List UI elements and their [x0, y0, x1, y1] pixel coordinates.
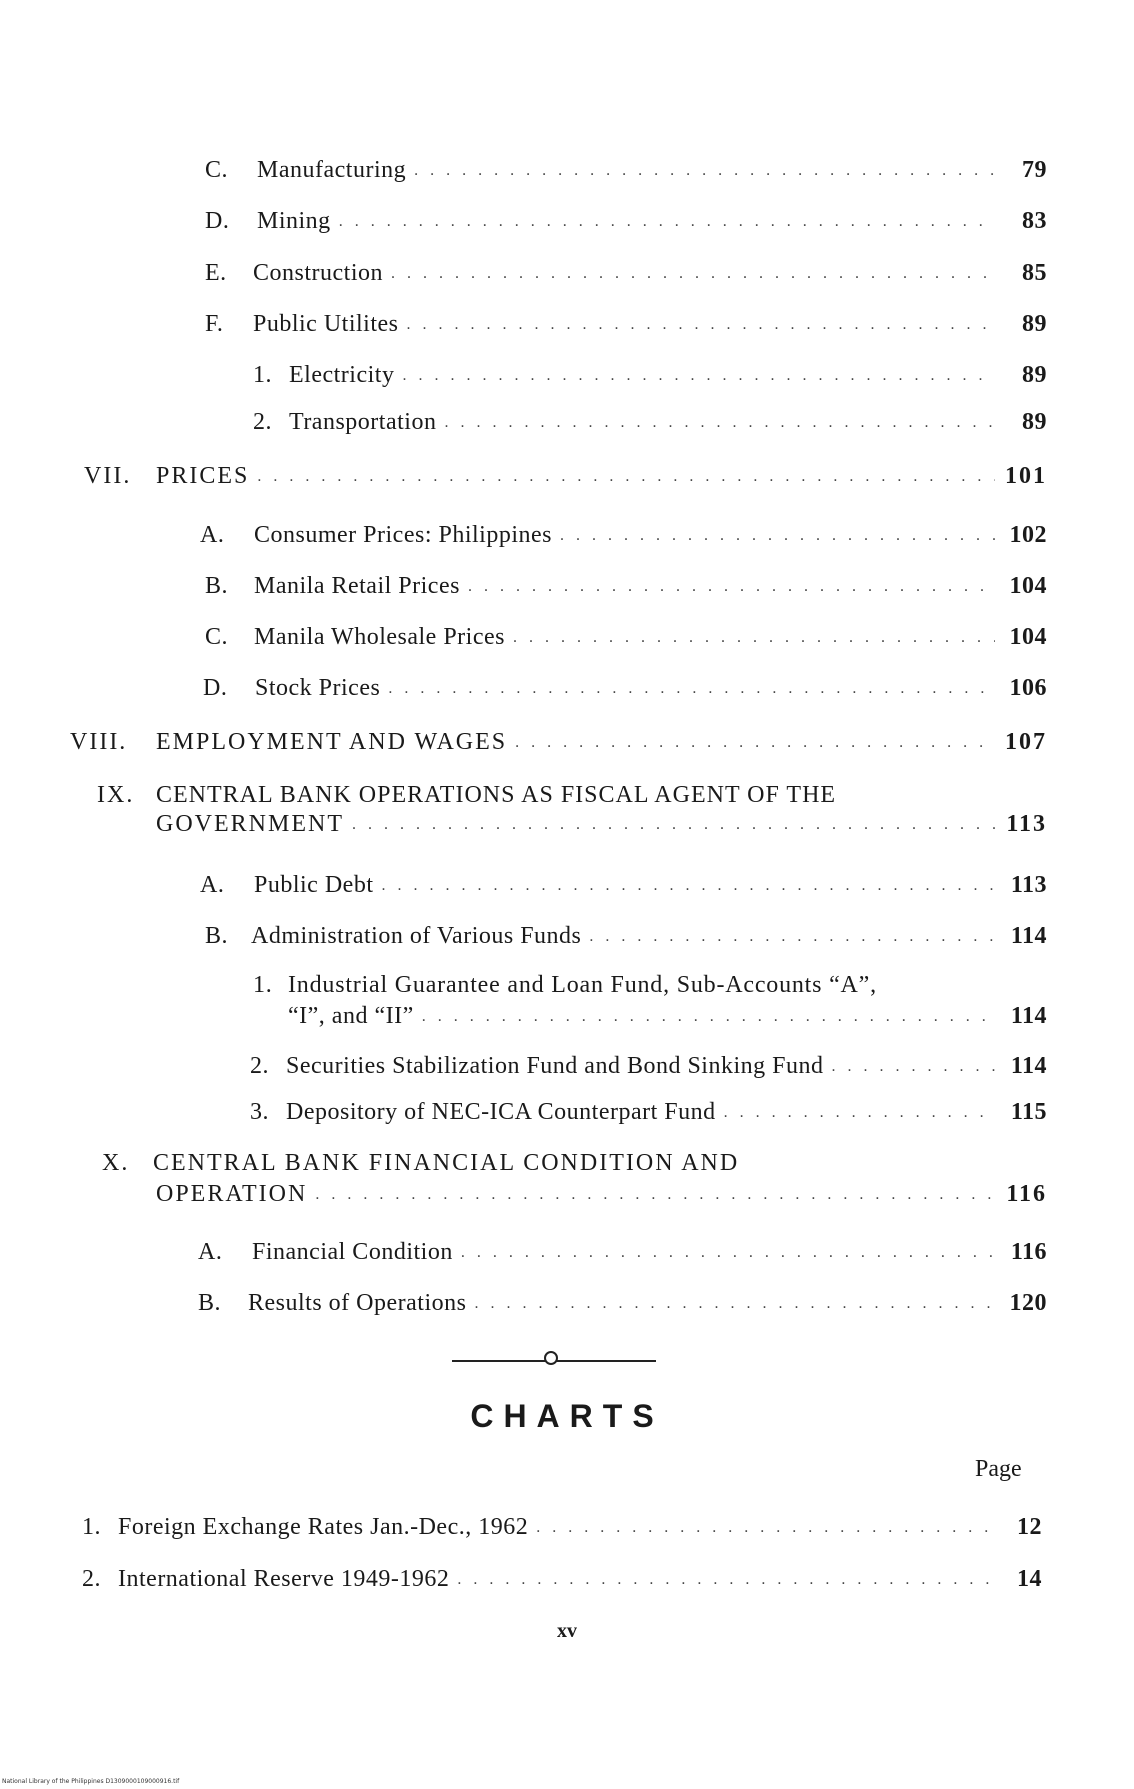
- toc-entry-page: 106: [1009, 675, 1047, 701]
- toc-entry-label: Public Utilites: [253, 311, 399, 337]
- toc-entry-stock-prices: [203, 668, 1047, 702]
- toc-entry-number: C.: [205, 624, 229, 650]
- toc-entry-number: VIII.: [70, 729, 128, 755]
- chart-item-label: Foreign Exchange Rates Jan.-Dec., 1962: [118, 1514, 529, 1540]
- toc-entry-page: 116: [1010, 1239, 1047, 1265]
- toc-entry-label: PRICES: [156, 463, 250, 489]
- leader-dots: [391, 264, 995, 284]
- divider-ornament: [544, 1351, 558, 1365]
- toc-entry-page: 104: [1009, 624, 1047, 650]
- toc-entry-page: 107: [1005, 729, 1047, 755]
- leader-dots: [560, 526, 995, 546]
- toc-entry-page: 116: [1006, 1181, 1047, 1207]
- leader-dots: [457, 1570, 990, 1590]
- toc-entry-results-of-operations: [198, 1283, 1047, 1317]
- leader-dots: [589, 927, 995, 947]
- toc-entry-label: Transportation: [289, 409, 437, 435]
- leader-dots: [422, 1007, 995, 1027]
- leader-dots: [382, 876, 996, 896]
- toc-section-employment: [70, 722, 1047, 756]
- toc-entry-number: A.: [200, 872, 225, 898]
- leader-dots: [388, 679, 995, 699]
- toc-entry-industrial-guarantee: [288, 996, 1047, 1030]
- toc-entry-label-line1: CENTRAL BANK FINANCIAL CONDITION AND: [153, 1150, 740, 1176]
- toc-entry-page: 101: [1005, 463, 1047, 489]
- toc-entry-page: 89: [1022, 362, 1047, 388]
- toc-entry-number: 2.: [253, 409, 272, 435]
- toc-entry-label: OPERATION: [156, 1181, 308, 1207]
- toc-entry-number: 2.: [250, 1053, 269, 1079]
- toc-entry-label: Administration of Various Funds: [251, 923, 582, 949]
- leader-dots: [414, 161, 995, 181]
- toc-entry-page: 89: [1022, 311, 1047, 337]
- toc-entry-page: 89: [1022, 409, 1047, 435]
- chart-item-page: 12: [1017, 1514, 1042, 1540]
- toc-entry-label: Securities Stabilization Fund and Bond Sinking Fund: [286, 1053, 824, 1079]
- leader-dots: [461, 1243, 995, 1263]
- toc-entry-page: 114: [1010, 1003, 1047, 1029]
- toc-entry-label: Public Debt: [254, 872, 374, 898]
- leader-dots: [474, 1294, 995, 1314]
- toc-entry-label: Consumer Prices: Philippines: [254, 522, 552, 548]
- toc-entry-page: 79: [1022, 157, 1047, 183]
- toc-entry-label: Stock Prices: [255, 675, 381, 701]
- leader-dots: [444, 413, 995, 433]
- leader-dots: [832, 1057, 996, 1077]
- toc-entry-number: 1.: [253, 972, 273, 998]
- charts-heading: CHARTS: [470, 1398, 664, 1434]
- toc-entry-construction: [205, 253, 1047, 287]
- leader-dots: [315, 1185, 995, 1205]
- page-number: xv: [557, 1620, 577, 1642]
- chart-item-number: 1.: [82, 1514, 101, 1540]
- toc-entry-public-utilities: [205, 304, 1047, 338]
- chart-list-item: [82, 1559, 1042, 1593]
- toc-entry-label: Depository of NEC-ICA Counterpart Fund: [286, 1099, 716, 1125]
- toc-entry-label: Manila Wholesale Prices: [254, 624, 505, 650]
- toc-entry-number: C.: [205, 157, 229, 183]
- toc-entry-number: F.: [205, 311, 224, 337]
- toc-entry-page: 120: [1009, 1290, 1047, 1316]
- toc-section-prices: [84, 456, 1047, 490]
- toc-entry-number: A.: [200, 522, 225, 548]
- toc-entry-page: 104: [1009, 573, 1047, 599]
- toc-entry-label: Electricity: [289, 362, 395, 388]
- toc-entry-number: VII.: [84, 463, 132, 489]
- toc-entry-label-line1: CENTRAL BANK OPERATIONS AS FISCAL AGENT OF THE: [156, 782, 837, 808]
- chart-item-number: 2.: [82, 1566, 101, 1592]
- toc-entry-page: 113: [1010, 872, 1047, 898]
- toc-section-financial-condition: [156, 1174, 1047, 1208]
- toc-entry-number: B.: [205, 573, 229, 599]
- leader-dots: [515, 733, 995, 753]
- toc-entry-label: Construction: [253, 260, 383, 286]
- toc-entry-mining: [205, 201, 1047, 235]
- toc-entry-transportation: [253, 402, 1047, 436]
- toc-entry-manila-wholesale-prices: [205, 617, 1047, 651]
- leader-dots: [407, 315, 996, 335]
- leader-dots: [724, 1103, 995, 1123]
- toc-entry-page: 83: [1022, 208, 1047, 234]
- toc-entry-number: A.: [198, 1239, 223, 1265]
- chart-list-item: [82, 1507, 1042, 1541]
- toc-entry-page: 113: [1006, 811, 1047, 837]
- toc-entry-number: B.: [205, 923, 229, 949]
- toc-entry-page: 85: [1022, 260, 1047, 286]
- toc-entry-number: IX.: [97, 782, 135, 808]
- leader-dots: [257, 467, 995, 487]
- toc-entry-page: 114: [1010, 1053, 1047, 1079]
- toc-entry-depository-nec-ica: [250, 1092, 1047, 1126]
- leader-dots: [468, 577, 995, 597]
- toc-entry-label: Manufacturing: [257, 157, 407, 183]
- toc-entry-number: 1.: [253, 362, 272, 388]
- leader-dots: [402, 366, 995, 386]
- toc-entry-label: EMPLOYMENT AND WAGES: [156, 729, 508, 755]
- leader-dots: [339, 212, 995, 232]
- toc-entry-public-debt: [200, 865, 1047, 899]
- toc-entry-page: 114: [1010, 923, 1047, 949]
- toc-entry-page: 102: [1009, 522, 1047, 548]
- toc-entry-number: 3.: [250, 1099, 269, 1125]
- toc-entry-number: D.: [205, 208, 230, 234]
- toc-entry-consumer-prices: [200, 515, 1047, 549]
- toc-entry-label-line1: Industrial Guarantee and Loan Fund, Sub-Accounts “A”,: [288, 972, 877, 998]
- toc-entry-number: D.: [203, 675, 228, 701]
- toc-entry-manila-retail-prices: [205, 566, 1047, 600]
- toc-entry-label: Financial Condition: [252, 1239, 453, 1265]
- toc-entry-administration-funds: [205, 916, 1047, 950]
- toc-entry-label: Mining: [257, 208, 331, 234]
- toc-section-fiscal-agent: [156, 804, 1047, 838]
- leader-dots: [352, 815, 995, 835]
- leader-dots: [536, 1518, 990, 1538]
- toc-entry-number: B.: [198, 1290, 222, 1316]
- toc-entry-label: Manila Retail Prices: [254, 573, 460, 599]
- chart-item-label: International Reserve 1949-1962: [118, 1566, 450, 1592]
- leader-dots: [513, 628, 995, 648]
- toc-entry-number: X.: [102, 1150, 130, 1176]
- scan-footer: National Library of the Philippines D1309000109000916.tif: [2, 1778, 180, 1785]
- toc-entry-page: 115: [1010, 1099, 1047, 1125]
- chart-item-page: 14: [1017, 1566, 1042, 1592]
- toc-entry-securities-stabilization: [250, 1046, 1047, 1080]
- toc-entry-label: GOVERNMENT: [156, 811, 344, 837]
- toc-entry-label: Results of Operations: [248, 1290, 467, 1316]
- toc-entry-manufacturing: [205, 150, 1047, 184]
- toc-entry-electricity: [253, 355, 1047, 389]
- toc-entry-financial-condition: [198, 1232, 1047, 1266]
- page-column-heading: Page: [975, 1456, 1022, 1482]
- toc-entry-label: “I”, and “II”: [288, 1003, 414, 1029]
- toc-entry-number: E.: [205, 260, 227, 286]
